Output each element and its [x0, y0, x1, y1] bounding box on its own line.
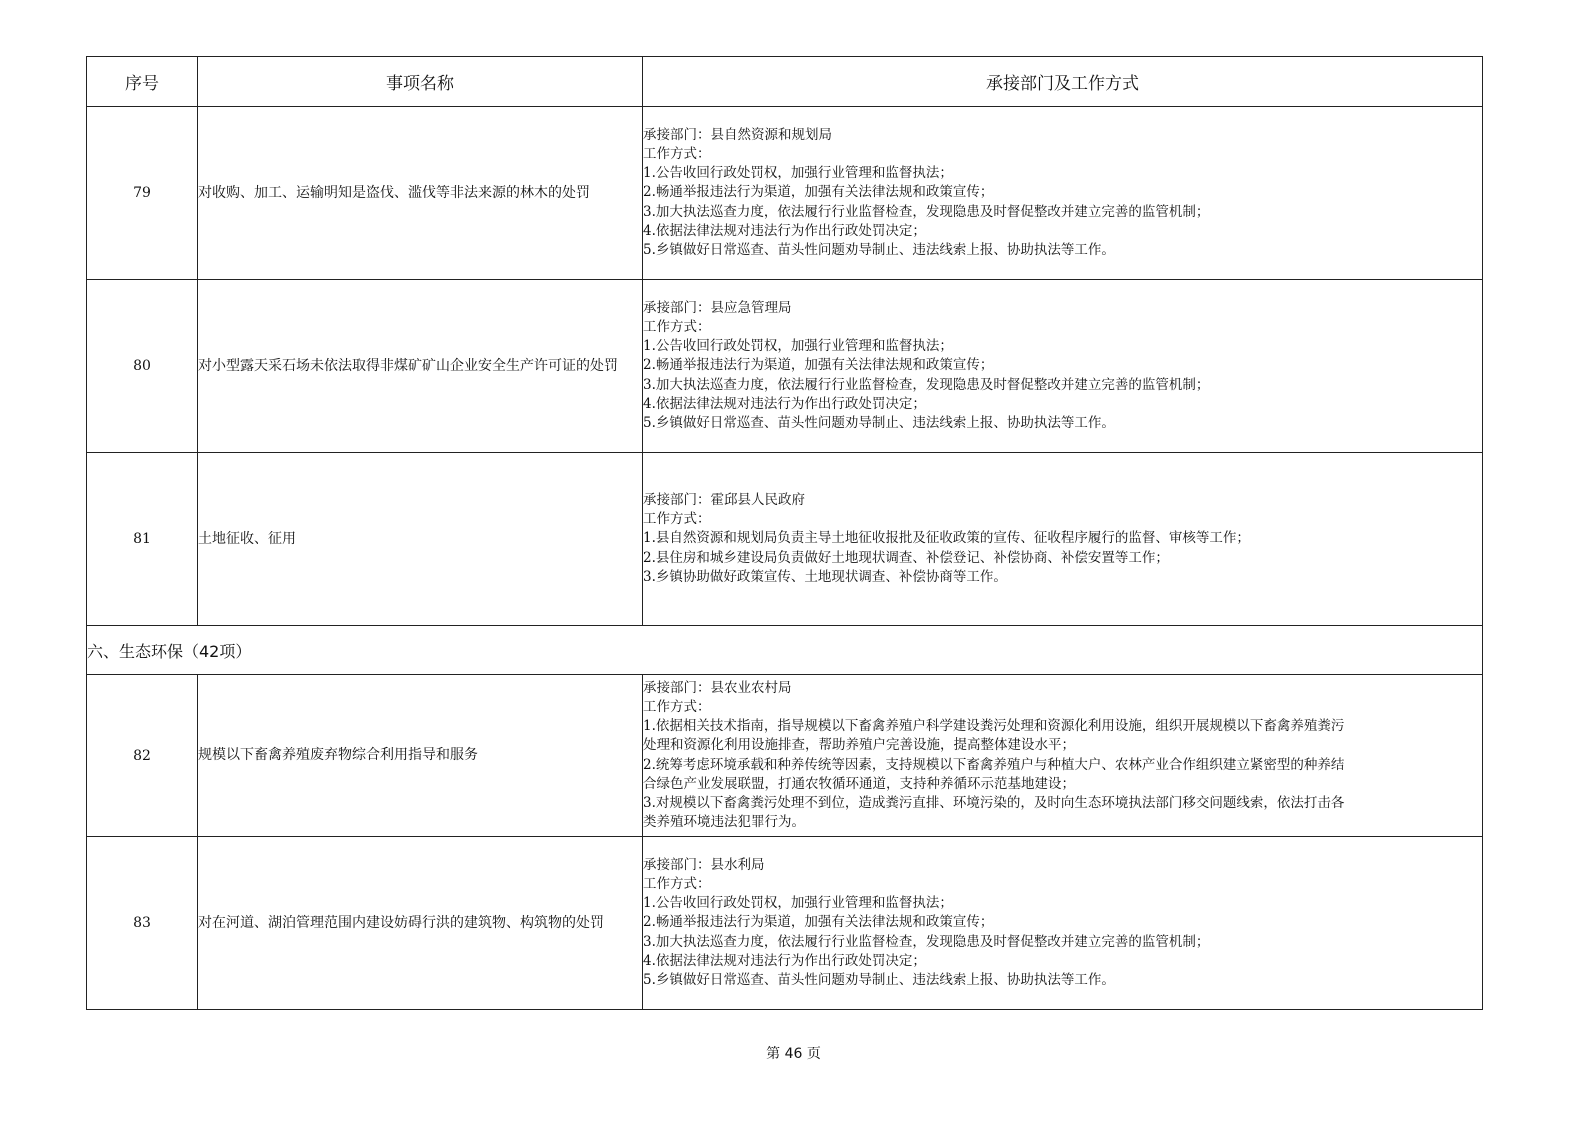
row-item-name: 对在河道、湖泊管理范围内建设妨碍行洪的建筑物、构筑物的处罚: [198, 837, 643, 1010]
row-department-method: [643, 675, 1483, 837]
row-item-name: 对收购、加工、运输明知是盗伐、滥伐等非法来源的林木的处罚: [198, 107, 643, 280]
row-serial-number: 83: [87, 837, 198, 1010]
detail-line: 1.依据相关技术指南，指导规模以下畜禽养殖户科学建设粪污处理和资源化利用设施，组织开展规模以下畜禽养殖粪污: [643, 718, 1345, 735]
detail-line: 类养殖环境违法犯罪行为。: [643, 814, 805, 831]
detail-line: 3.乡镇协助做好政策宣传、土地现状调查、补偿协商等工作。: [643, 568, 1007, 585]
detail-line: 承接部门：霍邱县人民政府: [643, 491, 805, 508]
detail-line: 3.加大执法巡查力度，依法履行行业监督检查，发现隐患及时督促整改并建立完善的监管机制；: [643, 203, 1210, 220]
row-department-method: [643, 280, 1483, 453]
table-row: [87, 837, 1483, 1010]
detail-line: 4.依据法律法规对违法行为作出行政处罚决定；: [643, 222, 926, 239]
detail-line: 承接部门：县水利局: [643, 856, 765, 873]
detail-line: 1.公告收回行政处罚权，加强行业管理和监督执法；: [643, 338, 953, 355]
detail-line: 工作方式：: [643, 318, 711, 335]
row-serial-number: 81: [87, 453, 198, 626]
row-serial-number: 82: [87, 675, 198, 837]
row-item-name: 对小型露天采石场未依法取得非煤矿矿山企业安全生产许可证的处罚: [198, 280, 643, 453]
detail-line: 4.依据法律法规对违法行为作出行政处罚决定；: [643, 395, 926, 412]
row-item-name: 土地征收、征用: [198, 453, 643, 626]
header-department-method: 承接部门及工作方式: [643, 57, 1483, 107]
table-header-row: [87, 57, 1483, 107]
detail-line: 3.加大执法巡查力度，依法履行行业监督检查，发现隐患及时督促整改并建立完善的监管机制；: [643, 376, 1210, 393]
detail-line: 1.公告收回行政处罚权，加强行业管理和监督执法；: [643, 165, 953, 182]
row-department-method: [643, 837, 1483, 1010]
document-table: [86, 56, 1483, 1010]
page-number: 第 46 页: [766, 1046, 821, 1062]
detail-line: 工作方式：: [643, 511, 711, 528]
header-item-name: 事项名称: [198, 57, 643, 107]
table-body-2: [87, 675, 1483, 1010]
table-row: [87, 107, 1483, 280]
detail-line: 处理和资源化利用设施排查，帮助养殖户完善设施，提高整体建设水平；: [643, 737, 1075, 754]
detail-line: 2.统筹考虑环境承载和种养传统等因素，支持规模以下畜禽养殖户与种植大户、农林产业合作组织建立紧密型的种养结: [643, 756, 1345, 773]
detail-line: 2.畅通举报违法行为渠道，加强有关法律法规和政策宣传；: [643, 184, 994, 201]
table-body-1: [87, 107, 1483, 626]
detail-line: 5.乡镇做好日常巡查、苗头性问题劝导制止、违法线索上报、协助执法等工作。: [643, 242, 1115, 258]
detail-line: 承接部门：县应急管理局: [643, 299, 792, 316]
detail-line: 5.乡镇做好日常巡查、苗头性问题劝导制止、违法线索上报、协助执法等工作。: [643, 972, 1115, 988]
detail-line: 3.加大执法巡查力度，依法履行行业监督检查，发现隐患及时督促整改并建立完善的监管机制；: [643, 933, 1210, 950]
detail-line: 工作方式：: [643, 145, 711, 162]
header-serial: 序号: [87, 57, 198, 107]
row-serial-number: 79: [87, 107, 198, 280]
row-department-method: [643, 453, 1483, 626]
table-row: [87, 453, 1483, 626]
detail-line: 5.乡镇做好日常巡查、苗头性问题劝导制止、违法线索上报、协助执法等工作。: [643, 415, 1115, 431]
detail-line: 2.畅通举报违法行为渠道，加强有关法律法规和政策宣传；: [643, 357, 994, 374]
row-item-name: 规模以下畜禽养殖废弃物综合利用指导和服务: [198, 675, 643, 837]
detail-line: 工作方式：: [643, 875, 711, 892]
row-department-method: [643, 107, 1483, 280]
detail-line: 承接部门：县自然资源和规划局: [643, 126, 832, 143]
table-row: [87, 280, 1483, 453]
section-row: [87, 626, 1483, 675]
row-serial-number: 80: [87, 280, 198, 453]
table-row: [87, 675, 1483, 837]
detail-line: 工作方式：: [643, 698, 711, 715]
detail-line: 1.县自然资源和规划局负责主导土地征收报批及征收政策的宣传、征收程序履行的监督、审核等工作；: [643, 530, 1250, 547]
detail-line: 承接部门：县农业农村局: [643, 679, 792, 696]
detail-line: 2.县住房和城乡建设局负责做好土地现状调查、补偿登记、补偿协商、补偿安置等工作；: [643, 549, 1169, 566]
detail-line: 1.公告收回行政处罚权，加强行业管理和监督执法；: [643, 895, 953, 912]
detail-line: 4.依据法律法规对违法行为作出行政处罚决定；: [643, 952, 926, 969]
detail-line: 2.畅通举报违法行为渠道，加强有关法律法规和政策宣传；: [643, 914, 994, 931]
section-title: 六、生态环保（42项）: [87, 626, 1483, 675]
detail-line: 合绿色产业发展联盟，打通农牧循环通道，支持种养循环示范基地建设；: [643, 775, 1075, 792]
detail-line: 3.对规模以下畜禽粪污处理不到位，造成粪污直排、环境污染的，及时向生态环境执法部门移交问题线索，依法打击各: [643, 794, 1345, 811]
